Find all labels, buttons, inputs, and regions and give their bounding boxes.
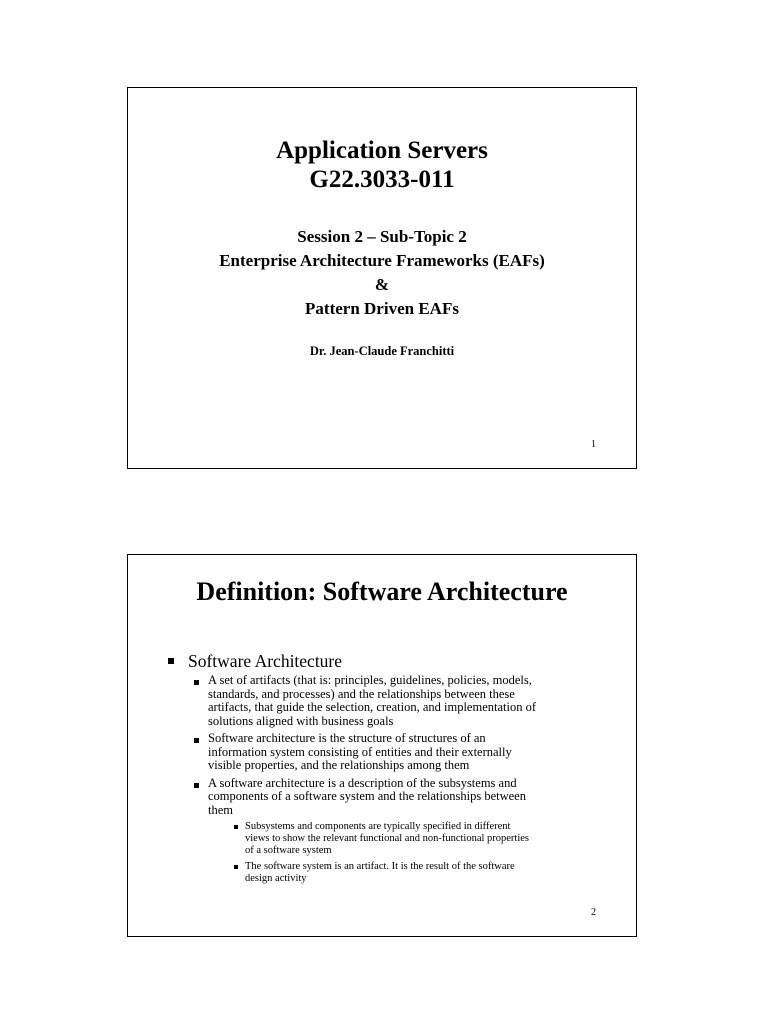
sub-sub-bullet-text bbox=[245, 821, 529, 857]
sub-bullet-text bbox=[208, 674, 536, 728]
text-line: of a software system bbox=[245, 845, 332, 856]
text-line: Software architecture is the structure of structures of an bbox=[208, 731, 486, 745]
sub-sub-bullet-text bbox=[245, 861, 515, 885]
subtitle-line: Enterprise Architecture Frameworks (EAFs) bbox=[219, 251, 545, 270]
text-line: A set of artifacts (that is: principles, guidelines, policies, models, bbox=[208, 673, 532, 687]
text-line: them bbox=[208, 802, 233, 817]
bullet-square-icon bbox=[234, 825, 238, 829]
author: Dr. Jean-Claude Franchitti bbox=[309, 344, 455, 358]
bullet-square-icon bbox=[194, 680, 199, 685]
subtitle-line: Session 2 – Sub-Topic 2 bbox=[297, 227, 467, 246]
text-line: information system consisting of entities and their externally bbox=[208, 744, 512, 759]
text-line: components of a software system and the relationships between bbox=[208, 789, 526, 803]
text-line: design activity bbox=[245, 873, 307, 884]
sub-sub-bullet-list bbox=[234, 821, 584, 885]
text-line: solutions aligned with business goals bbox=[208, 713, 394, 728]
page-number: 1 bbox=[591, 439, 596, 450]
text-line: visible properties, and the relationships among them bbox=[208, 758, 470, 772]
slide-1 bbox=[127, 87, 637, 469]
list-item bbox=[194, 777, 574, 818]
text-line: artifacts, that guide the selection, creation, and implementation of bbox=[208, 700, 537, 714]
slide-2-title: Definition: Software Architecture bbox=[196, 577, 568, 606]
list-item bbox=[194, 732, 574, 773]
sub-bullet-list bbox=[194, 674, 574, 885]
subtitle-line: Pattern Driven EAFs bbox=[305, 299, 459, 318]
sub-bullet-text bbox=[208, 777, 526, 818]
bullet-square-icon bbox=[194, 738, 199, 743]
title-line: Application Servers bbox=[276, 137, 488, 164]
list-item bbox=[234, 861, 584, 885]
sub-bullet-text bbox=[208, 732, 512, 773]
text-line: A software architecture is a description of the subsystems and bbox=[208, 775, 517, 790]
bullet-square-icon bbox=[168, 658, 174, 664]
bullet-text: Software Architecture bbox=[188, 651, 343, 671]
text-line: The software system is an artifact. It is the result of the software bbox=[245, 861, 515, 872]
text-line: views to show the relevant functional and non-functional properties bbox=[245, 833, 530, 844]
title-line: G22.3033-011 bbox=[309, 166, 455, 193]
subtitle-line: & bbox=[374, 275, 390, 294]
bullet-square-icon bbox=[234, 865, 238, 869]
slide-1-title bbox=[128, 136, 636, 194]
slide-1-subtitle bbox=[128, 225, 636, 321]
list-item bbox=[168, 650, 608, 672]
slide-2 bbox=[127, 554, 637, 937]
text-line: standards, and processes) and the relationships between these bbox=[208, 686, 515, 701]
bullet-square-icon bbox=[194, 783, 199, 788]
text-line: Subsystems and components are typically specified in different bbox=[245, 821, 511, 832]
bullet-list bbox=[168, 650, 608, 889]
list-item bbox=[194, 674, 574, 728]
page-number: 2 bbox=[591, 907, 596, 918]
list-item bbox=[234, 821, 584, 857]
